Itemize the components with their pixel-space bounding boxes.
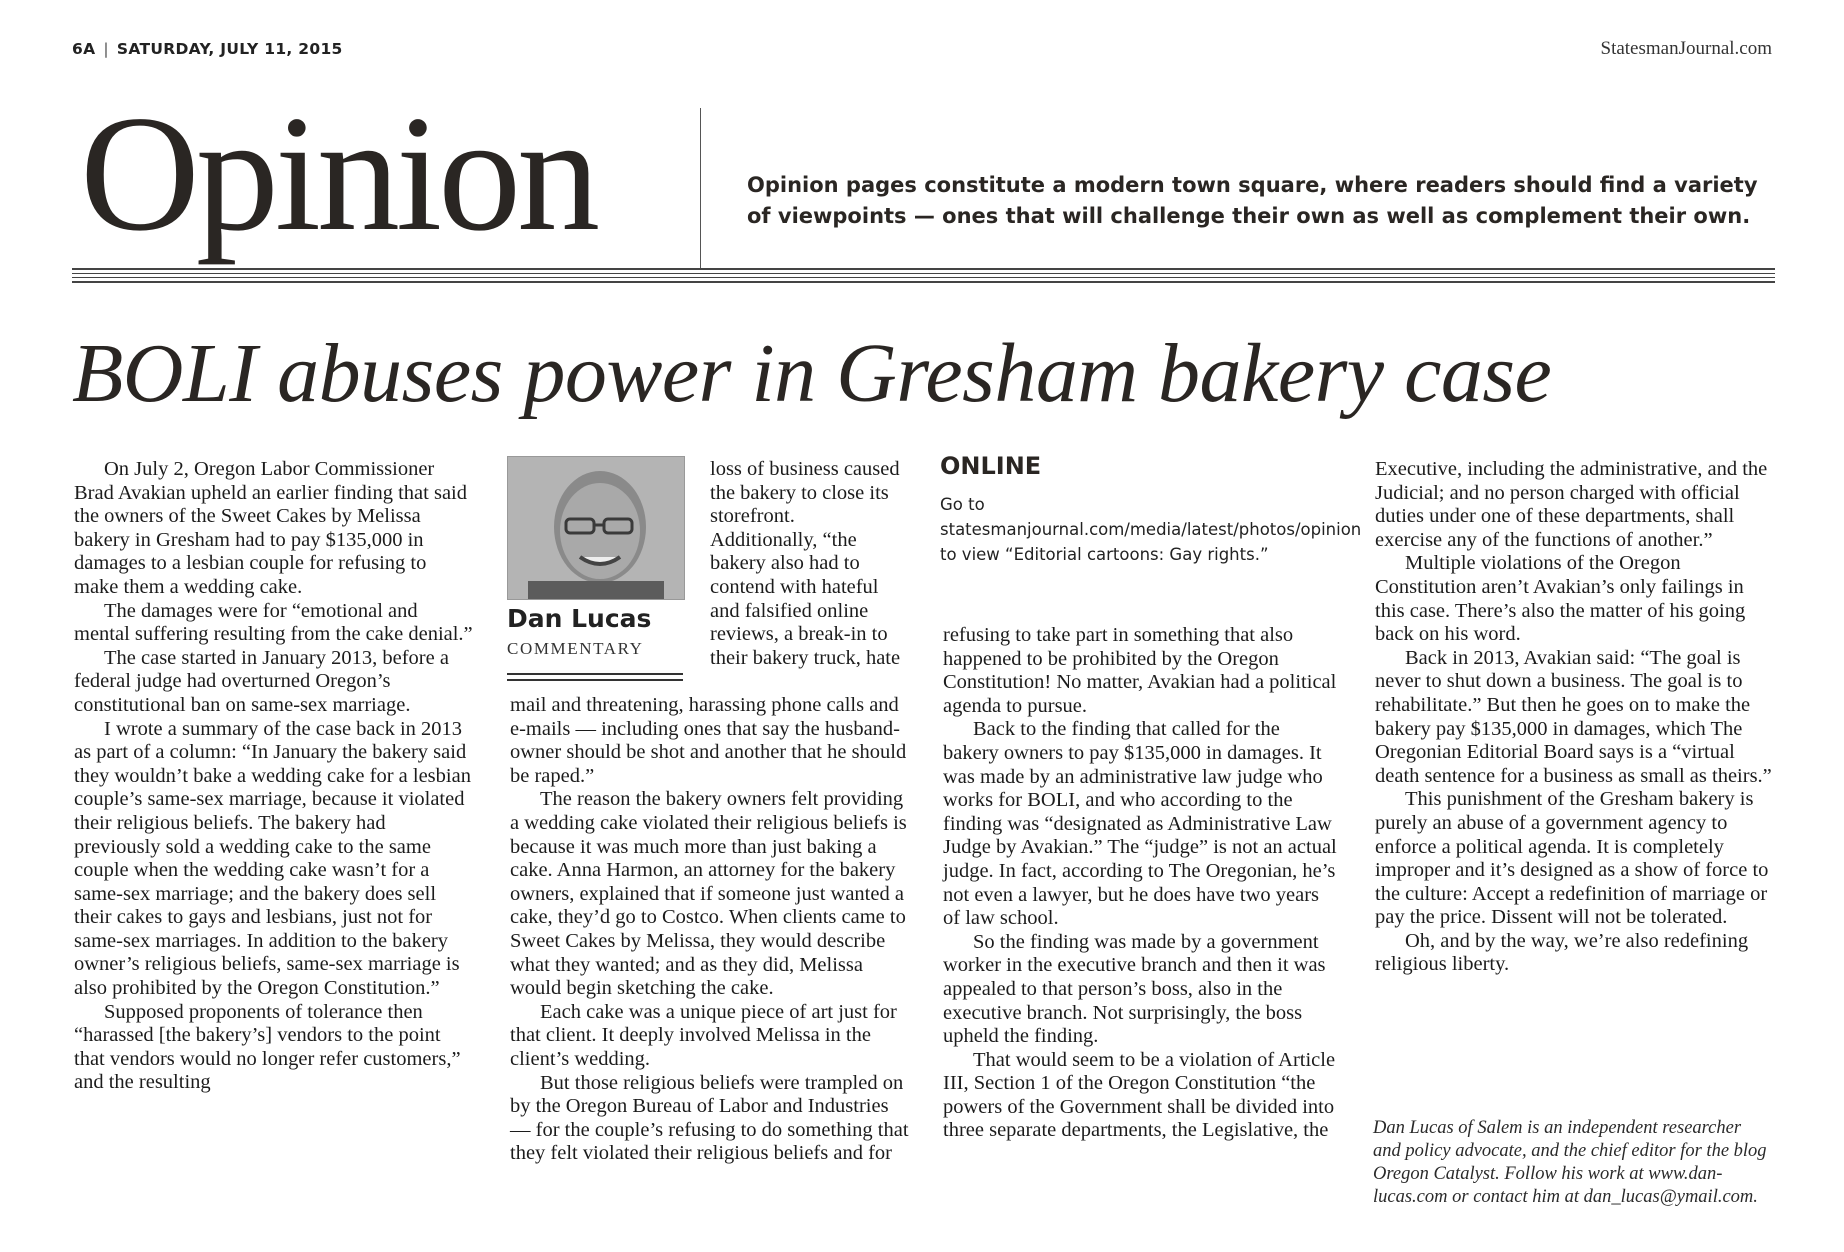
author-bio: Dan Lucas of Salem is an independent researcher and policy advocate, and the chief editor for the blog Oregon Catalyst. Follow his work at www.dan-lucas.com or contact him at dan_lucas@ymail.com. [1373, 1118, 1767, 1207]
paragraph: Back to the finding that called for the bakery owners to pay $135,000 in damages. It was made by an administrative law judge who works for BOLI, and who according to the finding was “designated as Administrative Law Judge by Avakian.” The “judge” is not an actual judge. In fact, according to The Oregonian, he’s not even a lawyer, but he does have two years of law school. [943, 718, 1337, 930]
article-column-4 [1375, 458, 1775, 977]
paragraph: Oh, and by the way, we’re also redefining religious liberty. [1375, 929, 1749, 976]
paragraph: Executive, including the administrative, and the Judicial; and no person charged with official duties under one of these departments, shall exercise any of the functions of another.” [1375, 458, 1768, 551]
paragraph: On July 2, Oregon Labor Commissioner Brad Avakian upheld an earlier finding that said the owners of the Sweet Cakes by Melissa bakery in Gresham had to pay $135,000 in damages to a lesbian couple for refusing to make them a wedding cake. [74, 458, 467, 598]
page-number: 6A [72, 40, 96, 58]
online-text[interactable]: Go to statesmanjournal.com/media/latest/photos/opinion to view “Editorial cartoons: Gay rights.” [940, 495, 1362, 564]
masthead-rules [72, 268, 1775, 288]
paragraph: Back in 2013, Avakian said: “The goal is never to shut down a business. The goal is to rehabilitate.” But then he goes on to make the bakery pay $135,000 in damages, which The Oregonian Editorial Board says is a “virtual death sentence for a business as small as theirs.” [1375, 646, 1772, 787]
byline-rule [507, 673, 683, 675]
paragraph: mail and threatening, harassing phone calls and e-mails — including ones that say the husband-owner should be shot and another that he should be raped.” [510, 694, 907, 787]
paragraph: Each cake was a unique piece of art just for that client. It deeply involved Melissa in the client’s wedding. [510, 1000, 897, 1070]
masthead-divider [700, 108, 701, 270]
byline-rule [507, 679, 683, 681]
paragraph: The damages were for “emotional and mental suffering resulting from the cake denial.” [74, 599, 473, 646]
section-title: Opinion [80, 81, 597, 265]
online-title: ONLINE [940, 452, 1042, 480]
paragraph: Multiple violations of the Oregon Constitution aren’t Avakian’s only failings in this case. There’s also the matter of his going back on his word. [1375, 552, 1746, 646]
paragraph: I wrote a summary of the case back in 2013 as part of a column: “In January the bakery said they wouldn’t bake a wedding cake for a lesbian couple’s same-sex marriage, because it violated their religious beliefs. The bakery had previously sold a wedding cake to the same couple when the wedding cake wasn’t for a same-sex marriage; and the bakery does sell their cakes to gays and lesbians, just not for same-sex marriages. In addition to the bakery owner’s religious beliefs, same-sex marriage is also prohibited by the Oregon Constitution.” [74, 717, 471, 1000]
issue-date: SATURDAY, JULY 11, 2015 [116, 40, 343, 58]
paragraph: The case started in January 2013, before a federal judge had overturned Oregon’s constitutional ban on same-sex marriage. [74, 646, 449, 716]
paragraph: This punishment of the Gresham bakery is purely an abuse of a government agency to enforce a political agenda. It is completely improper and it’s designed as a show of force to the culture: Accept a redefinition of marriage or pay the price. Dissent will not be tolerated. [1375, 788, 1769, 929]
paragraph: loss of business caused the bakery to close its storefront. Additionally, “the bakery also had to contend with hateful and falsified online reviews, a break-in to their bakery truck, hate [710, 458, 901, 669]
section-tagline: Opinion pages constitute a modern town square, where readers should find a variety of viewpoints — ones that will challenge their own as well as complement their own. [747, 173, 1758, 228]
author-photo [507, 456, 685, 600]
article-column-1 [74, 458, 474, 1095]
headline: BOLI abuses power in Gresham bakery case [72, 327, 1552, 420]
paragraph: That would seem to be a violation of Article III, Section 1 of the Oregon Constitution “the powers of the Government shall be divided into three separate departments, the Legislative, the [943, 1048, 1336, 1142]
site-name[interactable]: StatesmanJournal.com [1600, 38, 1772, 59]
article-column-2 [510, 694, 910, 1166]
byline-role: COMMENTARY [507, 639, 644, 658]
paragraph: So the finding was made by a government worker in the executive branch and then it was appealed to that person’s boss, also in the executive branch. Not surprisingly, the boss upheld the finding. [943, 930, 1326, 1048]
folio-separator: | [103, 40, 109, 58]
paragraph: The reason the bakery owners felt providing a wedding cake violated their religious beliefs is because it was much more than just baking a cake. Anna Harmon, an attorney for the bakery owners, explained that if someone just wanted a cake, they’d go to Costco. When clients came to Sweet Cakes by Melissa, they would describe what they wanted; and as they did, Melissa would begin sketching the cake. [510, 788, 907, 1000]
folio [72, 40, 343, 58]
paragraph: Supposed proponents of tolerance then “harassed [the bakery’s] vendors to the point that vendors would no longer refer customers,” and the resulting [74, 1000, 461, 1094]
paragraph: refusing to take part in something that also happened to be prohibited by the Oregon Constitution! No matter, Avakian had a political agenda to pursue. [943, 624, 1337, 717]
article-column-3 [943, 624, 1338, 1143]
byline-name: Dan Lucas [507, 604, 652, 633]
paragraph: But those religious beliefs were trampled on by the Oregon Bureau of Labor and Industries — for the couple’s refusing to do something that they felt violated their religious beliefs and for [510, 1071, 909, 1165]
article-column-2-top [710, 458, 905, 670]
